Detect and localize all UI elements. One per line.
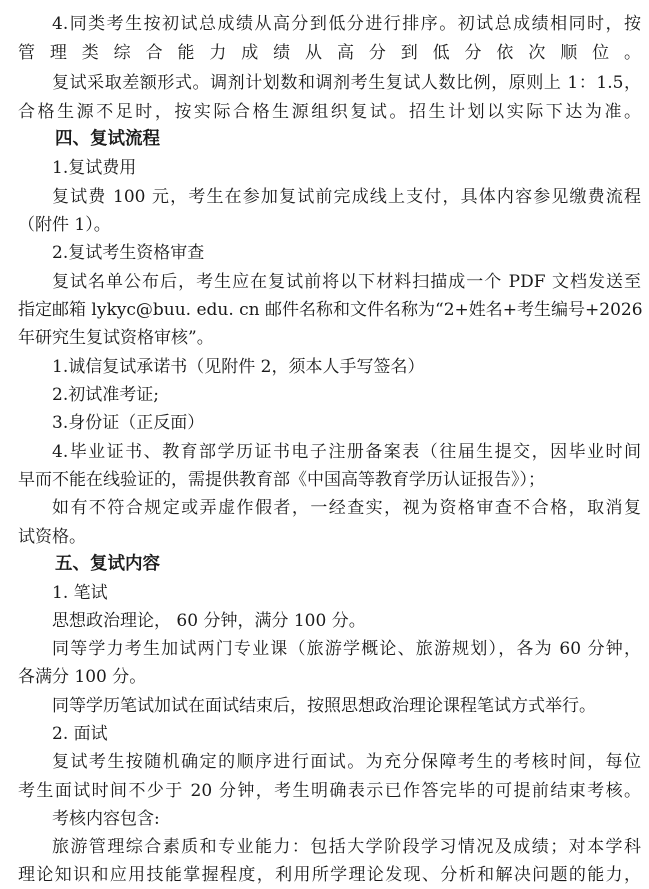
- paragraph-line: 合格生源不足时，按实际合格生源组织复试。招生计划以实际下达为准。: [18, 102, 641, 122]
- paragraph-line: 理论知识和应用技能掌握程度，利用所学理论发现、分析和解决问题的能力，: [18, 865, 641, 885]
- list-item: 4.毕业证书、教育部学历证书电子注册备案表（往届生提交，因毕业时间: [52, 442, 641, 462]
- paragraph-line: 年研究生复试资格审核”。: [18, 328, 214, 348]
- paragraph-line: 考核内容包含:: [52, 809, 160, 829]
- paragraph-line: 复试采取差额形式。调剂计划数和调剂考生复试人数比例，原则上 1：1.5，: [52, 73, 641, 93]
- paragraph-line: 考生面试时间不少于 20 分钟，考生明确表示已作答完毕的可提前结束考核。: [18, 781, 641, 801]
- section-heading: 四、复试流程: [55, 129, 160, 149]
- subheading: 1. 笔试: [52, 583, 108, 603]
- paragraph-line: 旅游管理综合素质和专业能力：包括大学阶段学习情况及成绩；对本学科: [52, 837, 641, 857]
- subheading: 2.复试考生资格审查: [52, 243, 205, 263]
- list-item: 2.初试准考证;: [52, 385, 159, 405]
- section-heading: 五、复试内容: [55, 554, 160, 574]
- paragraph-line: 同等学历笔试加试在面试结束后，按照思想政治理论课程笔试方式举行。: [52, 696, 596, 716]
- subheading: 2. 面试: [52, 724, 108, 744]
- paragraph-line: 4.同类考生按初试总成绩从高分到低分进行排序。初试总成绩相同时，按: [52, 14, 641, 34]
- paragraph-line: 各满分 100 分。: [18, 667, 147, 687]
- paragraph-line: 试资格。: [18, 527, 86, 547]
- paragraph-line: 复试费 100 元，考生在参加复试前完成线上支付，具体内容参见缴费流程: [52, 187, 641, 207]
- paragraph-line: 思想政治理论， 60 分钟，满分 100 分。: [52, 611, 366, 631]
- paragraph-line: 复试考生按随机确定的顺序进行面试。为充分保障考生的考核时间，每位: [52, 752, 641, 772]
- list-item: 1.诚信复试承诺书（见附件 2，须本人手写签名）: [52, 357, 425, 377]
- paragraph-line: 同等学力考生加试两门专业课（旅游学概论、旅游规划），各为 60 分钟，: [52, 639, 641, 659]
- paragraph-line: 指定邮箱 lykyc@buu. edu. cn 邮件名称和文件名称为“2+姓名+考生编号+2026: [18, 300, 643, 320]
- paragraph-line: 复试名单公布后，考生应在复试前将以下材料扫描成一个 PDF 文档发送至: [52, 272, 641, 292]
- paragraph-line: 管理类综合能力成绩从高分到低分依次顺位。: [18, 43, 641, 63]
- subheading: 1.复试费用: [52, 158, 137, 178]
- paragraph-line: 早而不能在线验证的，需提供教育部《中国高等教育学历认证报告》）；: [18, 470, 545, 490]
- paragraph-line: （附件 1）。: [18, 215, 111, 235]
- list-item: 3.身份证（正反面）: [52, 413, 205, 433]
- paragraph-line: 如有不符合规定或弄虚作假者，一经查实，视为资格审查不合格，取消复: [52, 498, 641, 518]
